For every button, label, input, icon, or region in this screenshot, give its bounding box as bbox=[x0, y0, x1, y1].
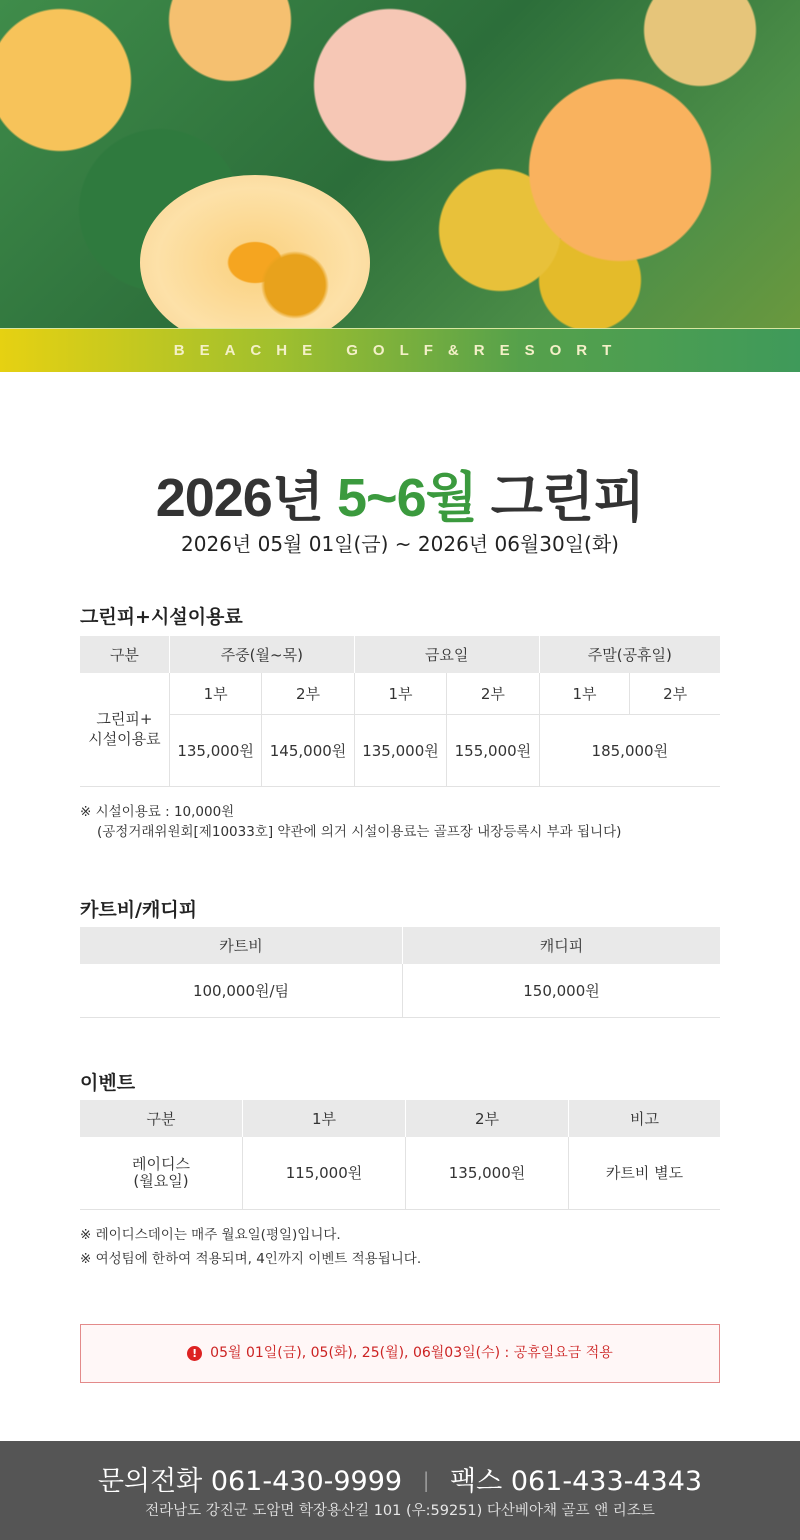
alert-text: 05월 01일(금), 05(화), 25(월), 06월03일(수) : 공휴일요금 적용 bbox=[210, 1345, 613, 1361]
phone-label: 문의전화 bbox=[97, 1466, 203, 1497]
table-header-cell: 주중(월~목) bbox=[169, 636, 354, 673]
table-header-cell: 금요일 bbox=[354, 636, 539, 673]
footer-address: 전라남도 강진군 도암면 학장용산길 101 (우:59251) 다산베아채 골프 앤 리조트 bbox=[145, 1503, 655, 1519]
greenfee-heading: 그린피+시설이용료 bbox=[80, 606, 243, 628]
note-line: ※ 레이디스데이는 매주 월요일(평일)입니다. bbox=[80, 1227, 341, 1243]
event-heading: 이벤트 bbox=[80, 1072, 136, 1094]
session-cell: 2부 bbox=[630, 673, 720, 714]
holiday-alert bbox=[80, 1324, 720, 1383]
flower-center bbox=[260, 250, 330, 320]
table-header-cell: 구분 bbox=[80, 1100, 243, 1137]
table-header-cell: 캐디피 bbox=[403, 927, 721, 964]
price-cell: 155,000원 bbox=[447, 714, 539, 786]
session-cell: 1부 bbox=[354, 673, 446, 714]
session-cell: 1부 bbox=[539, 673, 630, 714]
price-cell: 100,000원/팀 bbox=[80, 964, 403, 1017]
table-header-row bbox=[80, 636, 720, 673]
price-cell: 150,000원 bbox=[403, 964, 721, 1017]
period-subtitle: 2026년 05월 01일(금) ~ 2026년 06월30일(화) bbox=[181, 532, 619, 556]
event-notes bbox=[80, 1223, 421, 1271]
price-cell: 135,000원 bbox=[406, 1137, 569, 1209]
table-header-row bbox=[80, 927, 720, 964]
footer-contact bbox=[0, 1459, 800, 1498]
alert-circle-icon: ! bbox=[187, 1346, 202, 1361]
table-row bbox=[80, 714, 720, 786]
row-label: 그린피+ 시설이용료 bbox=[80, 673, 169, 786]
price-cell: 145,000원 bbox=[262, 714, 354, 786]
note-line: (공정거래위원회[제10033호] 약관에 의거 시설이용료는 골프장 내장등록시 부과 됩니다) bbox=[97, 824, 622, 840]
remark-cell: 카트비 별도 bbox=[569, 1137, 721, 1209]
event-table bbox=[80, 1100, 720, 1210]
cart-table bbox=[80, 927, 720, 1018]
table-header-cell: 1부 bbox=[243, 1100, 406, 1137]
table-header-cell: 비고 bbox=[569, 1100, 721, 1137]
price-cell: 135,000원 bbox=[169, 714, 261, 786]
price-cell: 185,000원 bbox=[539, 714, 720, 786]
greenfee-notes bbox=[80, 802, 621, 842]
session-cell: 2부 bbox=[262, 673, 354, 714]
flower-illustration bbox=[140, 175, 370, 350]
title-months: 5~6월 bbox=[337, 468, 477, 528]
cart-heading: 카트비/캐디피 bbox=[80, 899, 198, 921]
price-cell: 135,000원 bbox=[354, 714, 446, 786]
table-header-cell: 2부 bbox=[406, 1100, 569, 1137]
greenfee-table bbox=[80, 636, 720, 787]
price-cell: 115,000원 bbox=[243, 1137, 406, 1209]
session-cell: 1부 bbox=[169, 673, 261, 714]
session-cell: 2부 bbox=[447, 673, 539, 714]
table-row bbox=[80, 1137, 720, 1209]
title-suffix: 그린피 bbox=[490, 468, 645, 528]
fax-label: 팩스 bbox=[450, 1466, 503, 1497]
footer bbox=[0, 1441, 800, 1540]
table-header-cell: 카트비 bbox=[80, 927, 403, 964]
table-header-cell: 구분 bbox=[80, 636, 169, 673]
note-line: ※ 여성팀에 한하여 적용되며, 4인까지 이벤트 적용됩니다. bbox=[80, 1251, 422, 1267]
row-label: 레이디스 (월요일) bbox=[80, 1137, 243, 1209]
note-line: ※ 시설이용료 : 10,000원 bbox=[80, 804, 235, 820]
fax-number: 061-433-4343 bbox=[510, 1466, 703, 1497]
table-header-cell: 주말(공휴일) bbox=[539, 636, 720, 673]
table-row bbox=[80, 673, 720, 714]
title-year: 2026년 bbox=[155, 468, 323, 528]
table-row bbox=[80, 964, 720, 1017]
hero-banner bbox=[0, 0, 800, 372]
brand-name: BEACHE GOLF&RESORT bbox=[173, 342, 627, 359]
contact-separator: | bbox=[422, 1468, 430, 1492]
phone-number[interactable]: 061-430-9999 bbox=[210, 1466, 403, 1497]
table-header-row bbox=[80, 1100, 720, 1137]
page-title bbox=[0, 455, 800, 532]
